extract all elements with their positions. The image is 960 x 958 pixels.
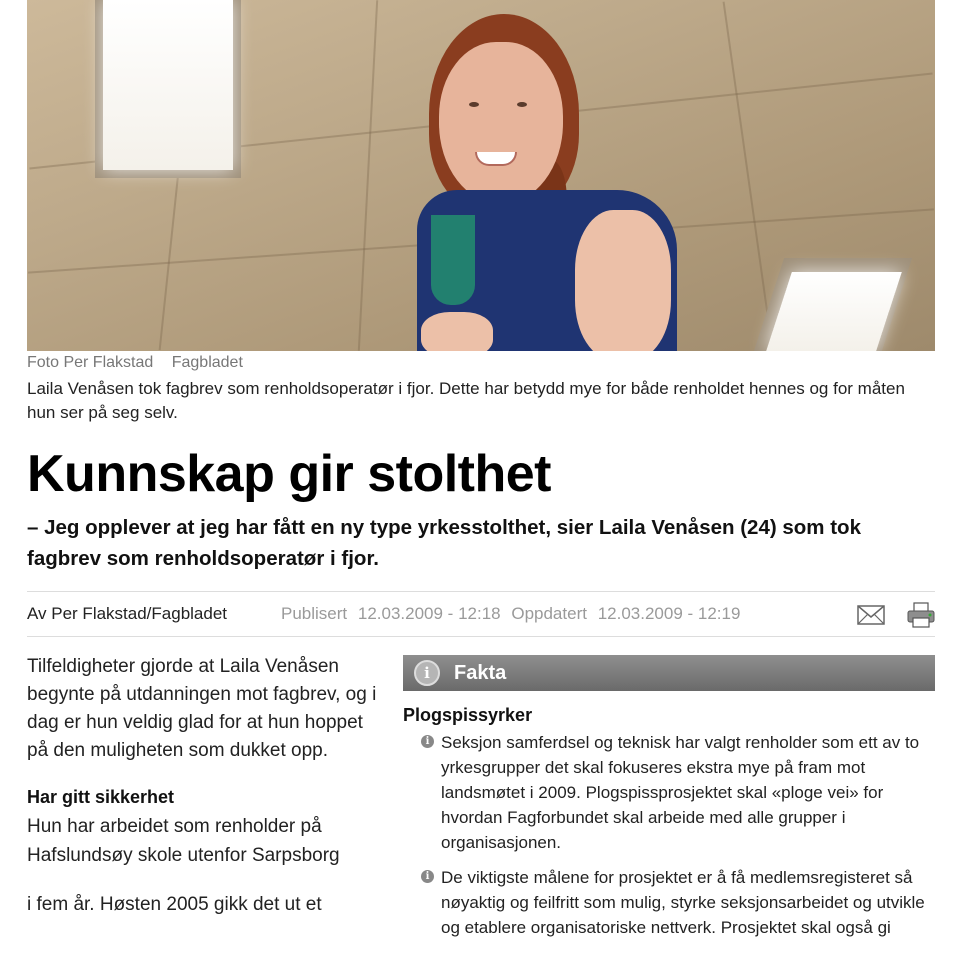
fact-list — [403, 730, 935, 940]
fact-text: De viktigste målene for prosjektet er å få medlemsregisteret så nøyaktig og feilfritt som mulig, styrke seksjonsarbeidet og utvikle og etablere organisatoriske nettverk. Prosjektet skal også gi — [441, 868, 925, 937]
fact-box-header — [403, 655, 935, 691]
article-body — [27, 653, 377, 919]
published-label: Publisert — [281, 604, 348, 623]
article-photo — [27, 0, 935, 351]
photo-credit — [27, 354, 243, 372]
fact-box — [403, 655, 935, 950]
updated-label: Oppdatert — [511, 604, 587, 623]
ceiling-line — [358, 0, 378, 351]
body-paragraph: i fem år. Høsten 2005 gikk det ut et — [27, 894, 322, 915]
photo-credit-name: Foto Per Flakstad — [27, 354, 154, 371]
collar — [431, 215, 475, 305]
timestamps — [281, 604, 746, 624]
article-title: Kunnskap gir stolthet — [27, 445, 551, 503]
byline-row — [27, 591, 935, 637]
author: Av Per Flakstad/Fagbladet — [27, 604, 228, 623]
hand — [421, 312, 493, 351]
fact-text: Seksjon samferdsel og teknisk har valgt renholder som ett av to yrkesgrupper det skal fokuseres ekstra mye på fram mot landsmøtet i 2009. Plogspissprosjektet skal «ploge vei» for hvordan Fagforbundet skal arbeide med alle grupper i organisasjonen. — [441, 733, 920, 852]
intro-paragraph: Tilfeldigheter gjorde at Laila Venåsen begynte på utdanningen mot fagbrev, og i dag er hun veldig glad for at hun hoppet på den muligheten som dukket opp. — [27, 656, 377, 761]
eye — [469, 102, 479, 107]
face — [439, 42, 563, 204]
fact-box-title: Fakta — [454, 661, 507, 684]
body-paragraph: Hun har arbeidet som renholder på Hafslundsøy skole utenfor Sarpsborg — [27, 816, 340, 866]
print-icon[interactable] — [905, 601, 937, 629]
arm — [575, 210, 671, 351]
published-date: 12.03.2009 - 12:18 — [357, 604, 501, 623]
photo-caption: Laila Venåsen tok fagbrev som renholdsoperatør i fjor. Dette har betydd mye for både renholdet hennes og for måten hun ser på seg selv. — [27, 379, 905, 422]
updated-date: 12.03.2009 - 12:19 — [597, 604, 741, 623]
subheading: Har gitt sikkerhet — [27, 787, 175, 807]
eye — [517, 102, 527, 107]
info-bullet-icon: i — [421, 870, 434, 883]
list-item — [403, 730, 935, 855]
fact-box-subtitle: Plogspissyrker — [403, 705, 533, 725]
article-lead: – Jeg opplever at jeg har fått en ny type yrkesstolthet, sier Laila Venåsen (24) som tok fagbrev som renholdsoperatør i fjor. — [27, 516, 861, 570]
photo-credit-source: Fagbladet — [171, 354, 243, 371]
ceiling-light — [103, 0, 233, 170]
ceiling-line — [723, 2, 774, 350]
list-item — [403, 865, 935, 940]
mail-icon[interactable] — [855, 601, 887, 629]
info-icon: i — [414, 660, 440, 686]
info-bullet-icon: i — [421, 735, 434, 748]
